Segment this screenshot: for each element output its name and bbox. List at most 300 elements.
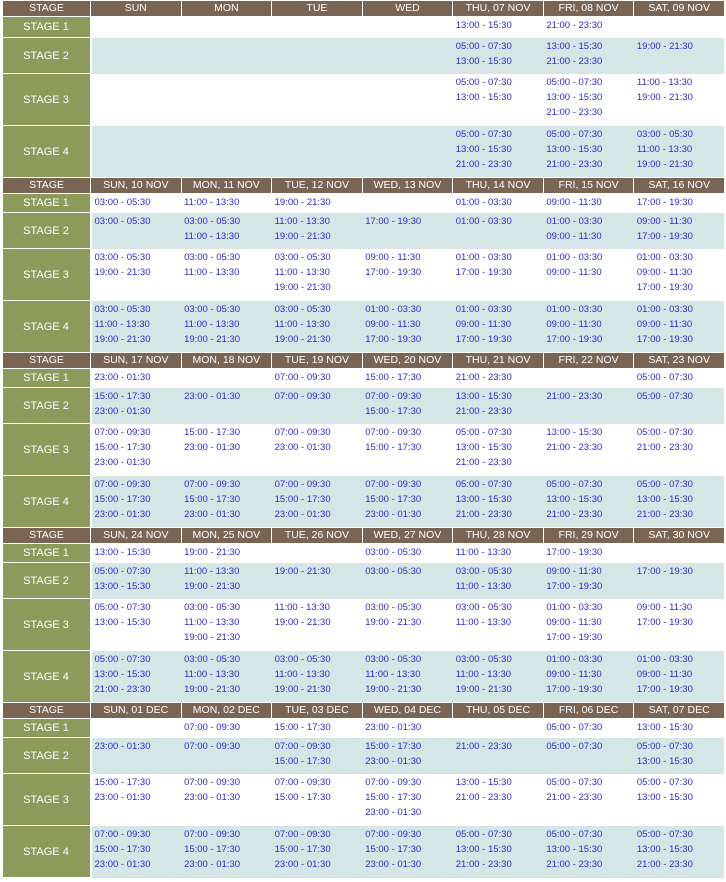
day-cell (543, 738, 634, 774)
time-slot: 13:00 - 15:30 (94, 616, 151, 628)
time-slot: 07:00 - 09:30 (94, 478, 151, 490)
time-slot: 15:00 - 17:30 (274, 722, 331, 733)
time-slot: 19:00 - 21:30 (184, 683, 241, 695)
day-cell (362, 213, 453, 249)
time-slot: 23:00 - 01:30 (94, 791, 151, 803)
day-cell (91, 774, 182, 826)
day-cell (543, 301, 634, 353)
time-slot: 03:00 - 05:30 (274, 303, 331, 315)
day-column-header: SUN (91, 1, 182, 17)
time-slot: 07:00 - 09:30 (184, 478, 241, 490)
time-slot: 15:00 - 17:30 (184, 493, 241, 505)
time-slot: 19:00 - 21:30 (636, 158, 693, 170)
stage-label: STAGE 4 (3, 826, 91, 878)
time-slot: 19:00 - 21:30 (94, 333, 151, 345)
day-cell (453, 563, 544, 599)
time-slot: 21:00 - 23:30 (546, 508, 603, 520)
day-cell (543, 719, 634, 738)
time-slot: 19:00 - 21:30 (274, 616, 331, 628)
time-slot: 05:00 - 07:30 (455, 128, 512, 140)
day-cell (362, 369, 453, 388)
day-cell (272, 563, 363, 599)
time-slot: 23:00 - 01:30 (94, 456, 151, 468)
time-slot: 03:00 - 05:30 (274, 251, 331, 263)
time-slot: 03:00 - 05:30 (455, 601, 512, 613)
day-cell (181, 719, 272, 738)
stage-row (3, 738, 725, 774)
day-cell (91, 249, 182, 301)
day-cell (634, 194, 725, 213)
time-slot: 23:00 - 01:30 (274, 441, 331, 453)
day-cell (181, 544, 272, 563)
time-slot: 13:00 - 15:30 (636, 843, 693, 855)
time-slot: 15:00 - 17:30 (94, 441, 151, 453)
day-cell (362, 424, 453, 476)
time-slot: 23:00 - 01:30 (94, 858, 151, 870)
time-slot: 17:00 - 19:30 (636, 683, 693, 695)
time-slot: 17:00 - 19:30 (636, 197, 693, 208)
time-slot: 15:00 - 17:30 (365, 791, 422, 803)
day-column-header: WED, 27 NOV (362, 528, 453, 544)
time-slot: 23:00 - 01:30 (274, 508, 331, 520)
time-slot: 09:00 - 11:30 (546, 230, 602, 242)
day-cell (272, 369, 363, 388)
day-cell (272, 74, 363, 126)
day-cell (91, 194, 182, 213)
time-slot: 23:00 - 01:30 (94, 508, 151, 520)
time-slot: 11:00 - 13:30 (184, 616, 240, 628)
time-slot: 19:00 - 21:30 (455, 683, 512, 695)
time-slot: 07:00 - 09:30 (274, 372, 331, 383)
time-slot: 23:00 - 01:30 (94, 740, 151, 752)
time-slot: 07:00 - 09:30 (365, 776, 422, 788)
time-slot: 05:00 - 07:30 (546, 740, 603, 752)
time-slot: 23:00 - 01:30 (184, 390, 241, 402)
day-cell (362, 126, 453, 178)
time-slot: 05:00 - 07:30 (455, 426, 512, 438)
day-column-header: TUE, 12 NOV (272, 178, 363, 194)
stage-row (3, 213, 725, 249)
day-cell (453, 369, 544, 388)
day-cell (272, 249, 363, 301)
stage-label: STAGE 1 (3, 544, 91, 563)
day-cell (91, 826, 182, 878)
time-slot: 15:00 - 17:30 (365, 740, 422, 752)
time-slot: 19:00 - 21:30 (274, 333, 331, 345)
day-cell (453, 826, 544, 878)
time-slot: 23:00 - 01:30 (184, 791, 241, 803)
day-column-header: THU, 21 NOV (453, 353, 544, 369)
day-cell (272, 719, 363, 738)
time-slot: 07:00 - 09:30 (274, 776, 331, 788)
time-slot: 19:00 - 21:30 (184, 333, 241, 345)
stage-row (3, 388, 725, 424)
day-column-header: SAT, 09 NOV (634, 1, 725, 17)
time-slot: 05:00 - 07:30 (636, 776, 693, 788)
time-slot: 07:00 - 09:30 (365, 828, 422, 840)
time-slot: 03:00 - 05:30 (184, 251, 241, 263)
stage-row (3, 38, 725, 74)
time-slot: 19:00 - 21:30 (184, 631, 241, 643)
time-slot: 05:00 - 07:30 (94, 565, 151, 577)
day-cell (634, 476, 725, 528)
time-slot: 13:00 - 15:30 (546, 493, 603, 505)
stage-row (3, 126, 725, 178)
time-slot: 05:00 - 07:30 (455, 40, 512, 52)
time-slot: 07:00 - 09:30 (274, 828, 331, 840)
day-cell (634, 249, 725, 301)
day-cell (91, 599, 182, 651)
time-slot: 23:00 - 01:30 (274, 858, 331, 870)
time-slot: 05:00 - 07:30 (546, 478, 603, 490)
time-slot: 13:00 - 15:30 (455, 20, 512, 31)
stage-column-header: STAGE (3, 528, 91, 544)
day-cell (91, 17, 182, 38)
time-slot: 03:00 - 05:30 (274, 653, 331, 665)
time-slot: 21:00 - 23:30 (455, 456, 512, 468)
time-slot: 03:00 - 05:30 (184, 215, 241, 227)
time-slot: 21:00 - 23:30 (546, 55, 603, 67)
time-slot: 23:00 - 01:30 (365, 722, 422, 733)
day-column-header: FRI, 15 NOV (543, 178, 634, 194)
time-slot: 09:00 - 11:30 (636, 668, 693, 680)
time-slot: 09:00 - 11:30 (636, 266, 693, 278)
day-cell (634, 424, 725, 476)
day-column-header: WED (362, 1, 453, 17)
time-slot: 03:00 - 05:30 (94, 251, 151, 263)
time-slot: 19:00 - 21:30 (274, 197, 331, 208)
time-slot: 11:00 - 13:30 (274, 215, 330, 227)
day-cell (634, 651, 725, 703)
day-cell (272, 301, 363, 353)
day-column-header: FRI, 22 NOV (543, 353, 634, 369)
day-cell (362, 719, 453, 738)
day-column-header: THU, 28 NOV (453, 528, 544, 544)
time-slot: 05:00 - 07:30 (636, 372, 693, 383)
time-slot: 07:00 - 09:30 (365, 426, 422, 438)
time-slot: 13:00 - 15:30 (455, 55, 512, 67)
time-slot: 07:00 - 09:30 (365, 478, 422, 490)
time-slot: 15:00 - 17:30 (94, 843, 151, 855)
stage-label: STAGE 4 (3, 476, 91, 528)
day-cell (362, 301, 453, 353)
stage-label: STAGE 3 (3, 599, 91, 651)
time-slot: 09:00 - 11:30 (365, 251, 421, 263)
time-slot: 07:00 - 09:30 (365, 390, 422, 402)
time-slot: 21:00 - 23:30 (455, 158, 512, 170)
time-slot: 13:00 - 15:30 (546, 843, 603, 855)
day-column-header: SAT, 23 NOV (634, 353, 725, 369)
time-slot: 11:00 - 13:30 (184, 266, 240, 278)
stage-row (3, 544, 725, 563)
day-column-header: SUN, 01 DEC (91, 703, 182, 719)
day-cell (453, 301, 544, 353)
stage-row (3, 476, 725, 528)
time-slot: 11:00 - 13:30 (274, 318, 330, 330)
day-cell (543, 17, 634, 38)
time-slot: 11:00 - 13:30 (184, 318, 240, 330)
time-slot: 01:00 - 03:30 (546, 601, 603, 613)
time-slot: 05:00 - 07:30 (636, 390, 693, 402)
day-cell (543, 369, 634, 388)
time-slot: 09:00 - 11:30 (546, 565, 602, 577)
day-cell (362, 388, 453, 424)
time-slot: 19:00 - 21:30 (274, 565, 331, 577)
day-cell (272, 599, 363, 651)
time-slot: 21:00 - 23:30 (636, 508, 693, 520)
time-slot: 13:00 - 15:30 (94, 547, 151, 558)
day-cell (634, 369, 725, 388)
day-column-header: TUE (272, 1, 363, 17)
time-slot: 11:00 - 13:30 (455, 668, 512, 680)
time-slot: 05:00 - 07:30 (455, 478, 512, 490)
week-header-row (3, 353, 725, 369)
day-column-header: THU, 14 NOV (453, 178, 544, 194)
day-column-header: FRI, 08 NOV (543, 1, 634, 17)
time-slot: 19:00 - 21:30 (365, 616, 422, 628)
day-cell (543, 826, 634, 878)
time-slot: 09:00 - 11:30 (455, 318, 512, 330)
day-column-header: TUE, 19 NOV (272, 353, 363, 369)
time-slot: 01:00 - 03:30 (636, 251, 693, 263)
time-slot: 07:00 - 09:30 (184, 776, 241, 788)
time-slot: 23:00 - 01:30 (184, 508, 241, 520)
time-slot: 15:00 - 17:30 (274, 755, 331, 767)
stage-label: STAGE 1 (3, 369, 91, 388)
stage-column-header: STAGE (3, 703, 91, 719)
time-slot: 01:00 - 03:30 (455, 303, 512, 315)
time-slot: 15:00 - 17:30 (365, 843, 422, 855)
day-cell (181, 826, 272, 878)
day-cell (453, 74, 544, 126)
time-slot: 11:00 - 13:30 (184, 197, 240, 208)
time-slot: 01:00 - 03:30 (546, 303, 603, 315)
day-cell (453, 194, 544, 213)
day-cell (181, 249, 272, 301)
time-slot: 15:00 - 17:30 (365, 441, 422, 453)
day-cell (634, 17, 725, 38)
day-cell (362, 249, 453, 301)
day-column-header: TUE, 26 NOV (272, 528, 363, 544)
day-cell (181, 651, 272, 703)
time-slot: 19:00 - 21:30 (636, 40, 693, 52)
day-cell (543, 651, 634, 703)
day-cell (634, 563, 725, 599)
time-slot: 19:00 - 21:30 (94, 266, 151, 278)
time-slot: 13:00 - 15:30 (546, 40, 603, 52)
time-slot: 01:00 - 03:30 (455, 197, 512, 208)
time-slot: 15:00 - 17:30 (365, 372, 422, 383)
day-cell (453, 651, 544, 703)
stage-column-header: STAGE (3, 178, 91, 194)
time-slot: 17:00 - 19:30 (636, 333, 693, 345)
time-slot: 15:00 - 17:30 (184, 843, 241, 855)
day-cell (91, 74, 182, 126)
time-slot: 09:00 - 11:30 (636, 215, 693, 227)
day-cell (543, 424, 634, 476)
time-slot: 21:00 - 23:30 (636, 441, 693, 453)
day-cell (453, 126, 544, 178)
day-cell (362, 826, 453, 878)
time-slot: 09:00 - 11:30 (636, 318, 693, 330)
time-slot: 21:00 - 23:30 (455, 372, 512, 383)
day-cell (91, 369, 182, 388)
time-slot: 15:00 - 17:30 (184, 426, 241, 438)
time-slot: 13:00 - 15:30 (546, 426, 603, 438)
week-header-row (3, 528, 725, 544)
stage-label: STAGE 2 (3, 563, 91, 599)
day-cell (634, 826, 725, 878)
day-cell (91, 476, 182, 528)
time-slot: 03:00 - 05:30 (184, 303, 241, 315)
time-slot: 03:00 - 05:30 (365, 653, 422, 665)
day-cell (362, 563, 453, 599)
day-cell (543, 194, 634, 213)
load-shedding-schedule-table (2, 0, 725, 878)
time-slot: 07:00 - 09:30 (274, 478, 331, 490)
time-slot: 21:00 - 23:30 (455, 740, 512, 752)
time-slot: 17:00 - 19:30 (365, 333, 422, 345)
day-cell (272, 476, 363, 528)
day-cell (362, 476, 453, 528)
day-column-header: MON, 11 NOV (181, 178, 272, 194)
time-slot: 19:00 - 21:30 (274, 281, 331, 293)
time-slot: 03:00 - 05:30 (455, 565, 512, 577)
time-slot: 13:00 - 15:30 (455, 493, 512, 505)
time-slot: 19:00 - 21:30 (636, 91, 693, 103)
day-cell (272, 194, 363, 213)
time-slot: 23:00 - 01:30 (184, 441, 241, 453)
time-slot: 11:00 - 13:30 (274, 601, 330, 613)
time-slot: 05:00 - 07:30 (546, 776, 603, 788)
time-slot: 07:00 - 09:30 (274, 390, 331, 402)
day-column-header: FRI, 29 NOV (543, 528, 634, 544)
time-slot: 19:00 - 21:30 (274, 230, 331, 242)
day-cell (362, 74, 453, 126)
day-cell (272, 213, 363, 249)
day-cell (272, 651, 363, 703)
time-slot: 15:00 - 17:30 (94, 493, 151, 505)
time-slot: 17:00 - 19:30 (365, 215, 422, 227)
time-slot: 17:00 - 19:30 (546, 547, 603, 558)
day-cell (453, 544, 544, 563)
time-slot: 11:00 - 13:30 (455, 616, 512, 628)
day-cell (543, 476, 634, 528)
time-slot: 13:00 - 15:30 (546, 91, 603, 103)
stage-row (3, 651, 725, 703)
time-slot: 03:00 - 05:30 (365, 565, 422, 577)
time-slot: 03:00 - 05:30 (94, 197, 151, 208)
time-slot: 23:00 - 01:30 (365, 508, 422, 520)
stage-row (3, 774, 725, 826)
stage-label: STAGE 3 (3, 424, 91, 476)
time-slot: 01:00 - 03:30 (365, 303, 422, 315)
time-slot: 11:00 - 13:30 (94, 318, 150, 330)
time-slot: 13:00 - 15:30 (455, 91, 512, 103)
stage-row (3, 369, 725, 388)
day-cell (181, 738, 272, 774)
time-slot: 11:00 - 13:30 (636, 143, 693, 155)
time-slot: 23:00 - 01:30 (365, 755, 422, 767)
time-slot: 01:00 - 03:30 (546, 653, 603, 665)
time-slot: 11:00 - 13:30 (365, 668, 421, 680)
time-slot: 11:00 - 13:30 (184, 668, 240, 680)
time-slot: 21:00 - 23:30 (546, 441, 603, 453)
day-cell (181, 126, 272, 178)
stage-row (3, 599, 725, 651)
time-slot: 13:00 - 15:30 (455, 390, 512, 402)
day-cell (453, 476, 544, 528)
time-slot: 21:00 - 23:30 (455, 858, 512, 870)
time-slot: 17:00 - 19:30 (546, 683, 603, 695)
day-cell (362, 38, 453, 74)
time-slot: 09:00 - 11:30 (546, 266, 602, 278)
time-slot: 05:00 - 07:30 (636, 426, 693, 438)
time-slot: 03:00 - 05:30 (365, 601, 422, 613)
stage-label: STAGE 1 (3, 194, 91, 213)
day-column-header: SAT, 30 NOV (634, 528, 725, 544)
time-slot: 13:00 - 15:30 (455, 441, 512, 453)
day-column-header: FRI, 06 DEC (543, 703, 634, 719)
day-cell (181, 774, 272, 826)
day-cell (181, 194, 272, 213)
day-cell (181, 563, 272, 599)
time-slot: 07:00 - 09:30 (94, 828, 151, 840)
stage-label: STAGE 4 (3, 126, 91, 178)
time-slot: 13:00 - 15:30 (455, 143, 512, 155)
day-column-header: WED, 20 NOV (362, 353, 453, 369)
time-slot: 19:00 - 21:30 (184, 547, 241, 558)
time-slot: 13:00 - 15:30 (94, 668, 151, 680)
day-column-header: SAT, 07 DEC (634, 703, 725, 719)
time-slot: 05:00 - 07:30 (455, 76, 512, 88)
day-cell (272, 17, 363, 38)
day-cell (181, 213, 272, 249)
time-slot: 11:00 - 13:30 (274, 266, 330, 278)
day-cell (272, 738, 363, 774)
stage-row (3, 301, 725, 353)
time-slot: 03:00 - 05:30 (365, 547, 422, 558)
day-cell (91, 738, 182, 774)
day-cell (181, 388, 272, 424)
time-slot: 13:00 - 15:30 (636, 791, 693, 803)
time-slot: 09:00 - 11:30 (546, 616, 602, 628)
time-slot: 15:00 - 17:30 (94, 390, 151, 402)
time-slot: 05:00 - 07:30 (546, 722, 603, 733)
time-slot: 21:00 - 23:30 (94, 683, 151, 695)
day-cell (362, 544, 453, 563)
week-header-row (3, 178, 725, 194)
time-slot: 19:00 - 21:30 (274, 683, 331, 695)
day-cell (181, 38, 272, 74)
time-slot: 03:00 - 05:30 (184, 653, 241, 665)
time-slot: 05:00 - 07:30 (94, 601, 151, 613)
day-cell (634, 719, 725, 738)
day-cell (543, 388, 634, 424)
stage-column-header: STAGE (3, 353, 91, 369)
time-slot: 05:00 - 07:30 (546, 76, 603, 88)
time-slot: 03:00 - 05:30 (636, 128, 693, 140)
time-slot: 21:00 - 23:30 (546, 106, 603, 118)
day-cell (91, 719, 182, 738)
schedule-body (3, 1, 725, 878)
day-cell (453, 388, 544, 424)
stage-label: STAGE 3 (3, 249, 91, 301)
time-slot: 09:00 - 11:30 (546, 318, 602, 330)
time-slot: 21:00 - 23:30 (455, 791, 512, 803)
time-slot: 21:00 - 23:30 (546, 20, 603, 31)
day-cell (272, 424, 363, 476)
